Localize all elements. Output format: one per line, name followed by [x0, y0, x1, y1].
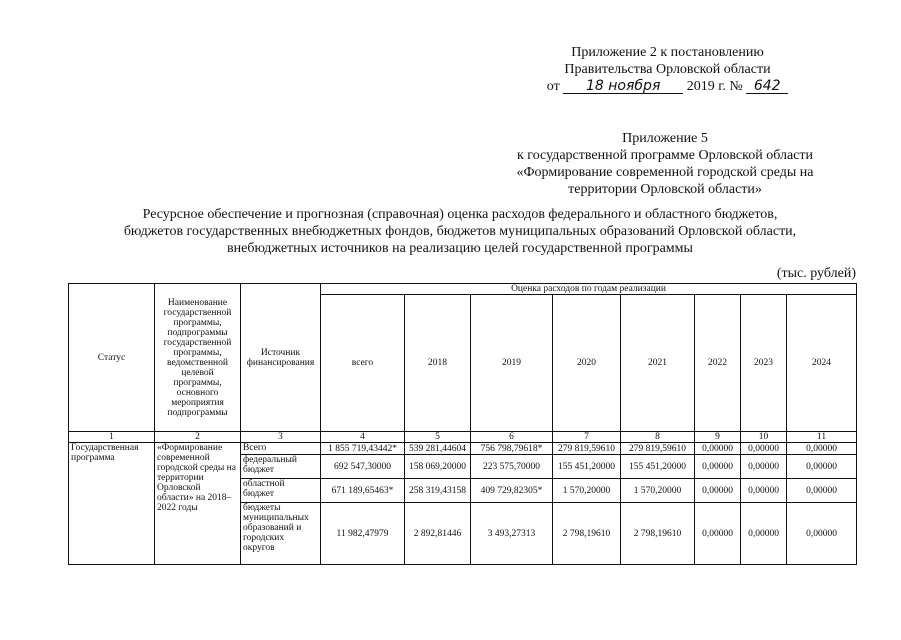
- value-cell: 0,00000: [741, 443, 787, 455]
- appendix-line-2: Правительства Орловской области: [564, 62, 771, 77]
- document-title: [90, 206, 830, 257]
- col-number: 6: [471, 432, 553, 443]
- value-cell: 0,00000: [695, 455, 741, 479]
- year-label: 2019 г. №: [686, 79, 743, 94]
- value-cell: 223 575,70000: [471, 455, 553, 479]
- date-line: [520, 78, 815, 95]
- col-year-2024: 2024: [787, 295, 857, 432]
- resolution-appendix-header: [520, 44, 815, 95]
- col-year-2022: 2022: [695, 295, 741, 432]
- value-cell: 0,00000: [695, 503, 741, 565]
- table-row: [69, 443, 857, 455]
- program-line-4: территории Орловской области»: [568, 182, 762, 197]
- budget-table: [68, 283, 857, 565]
- source-cell: бюджеты муниципальных образований и городских округов: [241, 503, 321, 565]
- col-source: Источник финансирования: [241, 284, 321, 432]
- value-cell: 756 798,79618*: [471, 443, 553, 455]
- col-number: 2: [155, 432, 241, 443]
- source-cell: Всего: [241, 443, 321, 455]
- col-status: Статус: [69, 284, 155, 432]
- source-cell: областной бюджет: [241, 479, 321, 503]
- header-row-1: [69, 284, 857, 295]
- from-label: от: [546, 79, 560, 94]
- col-number: 7: [553, 432, 621, 443]
- program-name-cell: «Формирование современной городской среды на территории Орловской области» на 2018–2022 годы: [155, 443, 241, 565]
- value-cell: 2 798,19610: [621, 503, 695, 565]
- column-number-row: [69, 432, 857, 443]
- col-year-2021: 2021: [621, 295, 695, 432]
- units-label: (тыс. рублей): [776, 266, 856, 281]
- program-line-1: Приложение 5: [622, 131, 708, 146]
- program-line-2: к государственной программе Орловской области: [517, 148, 813, 163]
- col-number: 11: [787, 432, 857, 443]
- title-line-1: Ресурсное обеспечение и прогнозная (справочная) оценка расходов федерального и областного бюджетов,: [142, 207, 778, 222]
- value-cell: 539 281,44604: [405, 443, 471, 455]
- value-cell: 155 451,20000: [553, 455, 621, 479]
- col-group-years: Оценка расходов по годам реализации: [321, 284, 857, 295]
- col-year-2018: 2018: [405, 295, 471, 432]
- value-cell: 409 729,82305*: [471, 479, 553, 503]
- col-year-2019: 2019: [471, 295, 553, 432]
- value-cell: 0,00000: [787, 479, 857, 503]
- col-number: 9: [695, 432, 741, 443]
- value-cell: 11 982,47979: [321, 503, 405, 565]
- value-cell: 0,00000: [787, 443, 857, 455]
- handwritten-number: 642: [746, 79, 788, 94]
- col-number: 3: [241, 432, 321, 443]
- value-cell: 279 819,59610: [621, 443, 695, 455]
- col-number: 5: [405, 432, 471, 443]
- value-cell: 258 319,43158: [405, 479, 471, 503]
- value-cell: 155 451,20000: [621, 455, 695, 479]
- value-cell: 692 547,30000: [321, 455, 405, 479]
- appendix-line-1: Приложение 2 к постановлению: [571, 45, 764, 60]
- col-number: 8: [621, 432, 695, 443]
- col-number: 1: [69, 432, 155, 443]
- value-cell: 158 069,20000: [405, 455, 471, 479]
- col-program-name: Наименование государственной программы, подпрограммы государственной программы, ведомственной целевой программы, основного мероприятия подпрограммы: [155, 284, 241, 432]
- value-cell: 0,00000: [741, 479, 787, 503]
- col-year-2020: 2020: [553, 295, 621, 432]
- value-cell: 279 819,59610: [553, 443, 621, 455]
- value-cell: 1 570,20000: [621, 479, 695, 503]
- program-line-3: «Формирование современной городской среды на: [516, 165, 814, 180]
- value-cell: 0,00000: [741, 455, 787, 479]
- value-cell: 1 855 719,43442*: [321, 443, 405, 455]
- value-cell: 0,00000: [787, 503, 857, 565]
- handwritten-date: 18 ноября: [563, 79, 683, 94]
- source-cell: федеральный бюджет: [241, 455, 321, 479]
- value-cell: 0,00000: [787, 455, 857, 479]
- value-cell: 2 798,19610: [553, 503, 621, 565]
- value-cell: 671 189,65463*: [321, 479, 405, 503]
- value-cell: 0,00000: [695, 479, 741, 503]
- status-cell: Государственная программа: [69, 443, 155, 565]
- value-cell: 3 493,27313: [471, 503, 553, 565]
- program-appendix-header: [490, 130, 840, 198]
- col-number: 10: [741, 432, 787, 443]
- col-year-2023: 2023: [741, 295, 787, 432]
- value-cell: 0,00000: [741, 503, 787, 565]
- title-line-2: бюджетов государственных внебюджетных фондов, бюджетов муниципальных образований Орловской области,: [123, 224, 797, 239]
- value-cell: 0,00000: [695, 443, 741, 455]
- col-number: 4: [321, 432, 405, 443]
- value-cell: 2 892,81446: [405, 503, 471, 565]
- col-year-total: всего: [321, 295, 405, 432]
- title-line-3: внебюджетных источников на реализацию целей государственной программы: [227, 241, 693, 256]
- value-cell: 1 570,20000: [553, 479, 621, 503]
